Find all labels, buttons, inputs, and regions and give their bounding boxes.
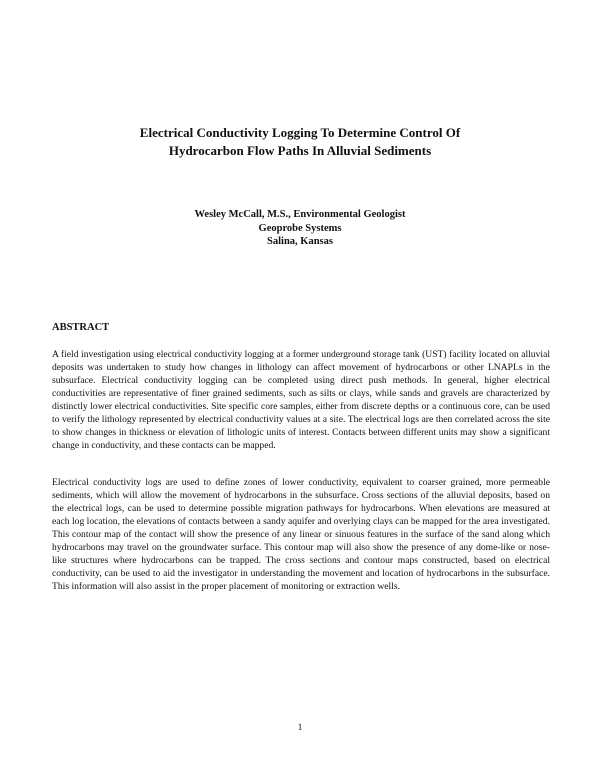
abstract-paragraph-2: Electrical conductivity logs are used to define zones of lower conductivity, equivalent to coarser grained, more permeable sediments, which will allow the movement of hydrocarbons in the subsurface. Cross sections of the alluvial deposits, based on the electrical logs, can be used to determine possible migration pathways for hydrocarbons. When elevations are measured at each log location, the elevations of contacts between a sandy aquifer and overlying clays can be mapped for the area investigated. This contour map of the contact will show the presence of any linear or sinuous features in the surface of the sand along which hydrocarbons may travel on the groundwater surface. This contour map will also show the presence of any dome-like or nose-like structures where hydrocarbons can be trapped. The cross sections and contour maps constructed, based on electrical conductivity, can be used to aid the investigator in understanding the movement and location of hydrocarbons in the subsurface. This information will also assist in the proper placement of monitoring or extraction wells. (52, 477, 550, 592)
paper-title (60, 124, 540, 160)
author-location: Salina, Kansas (267, 236, 333, 247)
abstract-paragraph-1: A field investigation using electrical conductivity logging at a former underground storage tank (UST) facility located on alluvial deposits was undertaken to study how changes in lithology can affect movement of hydrocarbons or other LNAPLs in the subsurface. Electrical conductivity logging can be completed using direct push methods. In general, higher electrical conductivities are representative of finer grained sediments, such as silts or clays, while sands and gravels are characterized by distinctly lower electrical conductivities. Site specific core samples, either from discrete depths or a continuous core, can be used to verify the lithology represented by electrical conductivity values at a site. The electrical logs are then correlated across the site to show changes in thickness or elevation of lithologic units of interest. Contacts between different units may show a significant change in conductivity, and these contacts can be mapped. (52, 349, 550, 451)
title-line-1: Electrical Conductivity Logging To Determine Control Of (139, 125, 461, 140)
title-line-2: Hydrocarbon Flow Paths In Alluvial Sediments (168, 143, 432, 158)
abstract-heading: ABSTRACT (52, 322, 110, 333)
author-block (60, 208, 540, 249)
author-organization: Geoprobe Systems (258, 222, 342, 234)
author-name: Wesley McCall, M.S., Environmental Geologist (194, 209, 406, 220)
page-number: 1 (297, 722, 303, 733)
